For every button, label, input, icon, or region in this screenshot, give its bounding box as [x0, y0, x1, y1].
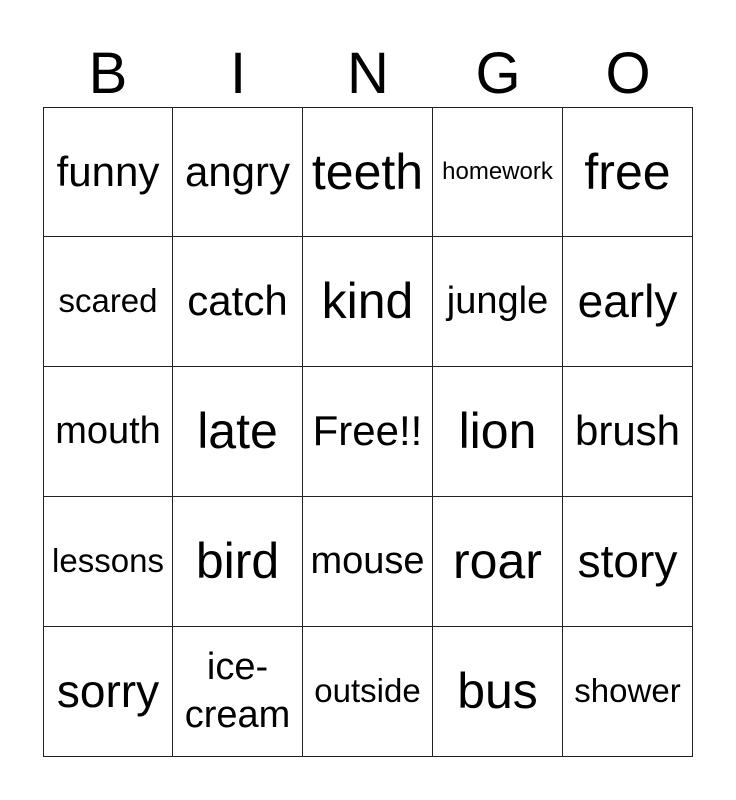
- bingo-cell[interactable]: kind: [303, 237, 433, 367]
- bingo-cell[interactable]: lessons: [43, 497, 173, 627]
- bingo-cell[interactable]: free: [563, 107, 693, 237]
- bingo-cell[interactable]: brush: [563, 367, 693, 497]
- bingo-cell[interactable]: sorry: [43, 627, 173, 757]
- bingo-cell[interactable]: late: [173, 367, 303, 497]
- bingo-cell[interactable]: mouse: [303, 497, 433, 627]
- bingo-cell[interactable]: scared: [43, 237, 173, 367]
- bingo-cell[interactable]: story: [563, 497, 693, 627]
- header-letter-g: G: [475, 41, 521, 106]
- bingo-cell[interactable]: early: [563, 237, 693, 367]
- bingo-cell[interactable]: bird: [173, 497, 303, 627]
- header-letter-i: I: [229, 41, 247, 106]
- bingo-cell[interactable]: lion: [433, 367, 563, 497]
- bingo-cell[interactable]: outside: [303, 627, 433, 757]
- bingo-cell[interactable]: funny: [43, 107, 173, 237]
- header-letter-b: B: [88, 41, 128, 106]
- bingo-cell[interactable]: roar: [433, 497, 563, 627]
- header-letter-n: N: [347, 41, 389, 106]
- bingo-cell[interactable]: teeth: [303, 107, 433, 237]
- bingo-board: [43, 107, 693, 757]
- header-letter-o: O: [605, 41, 651, 106]
- bingo-header: [43, 40, 693, 108]
- bingo-cell[interactable]: angry: [173, 107, 303, 237]
- bingo-cell[interactable]: homework: [433, 107, 563, 237]
- bingo-cell[interactable]: jungle: [433, 237, 563, 367]
- bingo-cell[interactable]: catch: [173, 237, 303, 367]
- free-space-cell[interactable]: Free!!: [303, 367, 433, 497]
- bingo-cell[interactable]: bus: [433, 627, 563, 757]
- bingo-cell[interactable]: shower: [563, 627, 693, 757]
- bingo-cell[interactable]: ice- cream: [173, 627, 303, 757]
- bingo-cell[interactable]: mouth: [43, 367, 173, 497]
